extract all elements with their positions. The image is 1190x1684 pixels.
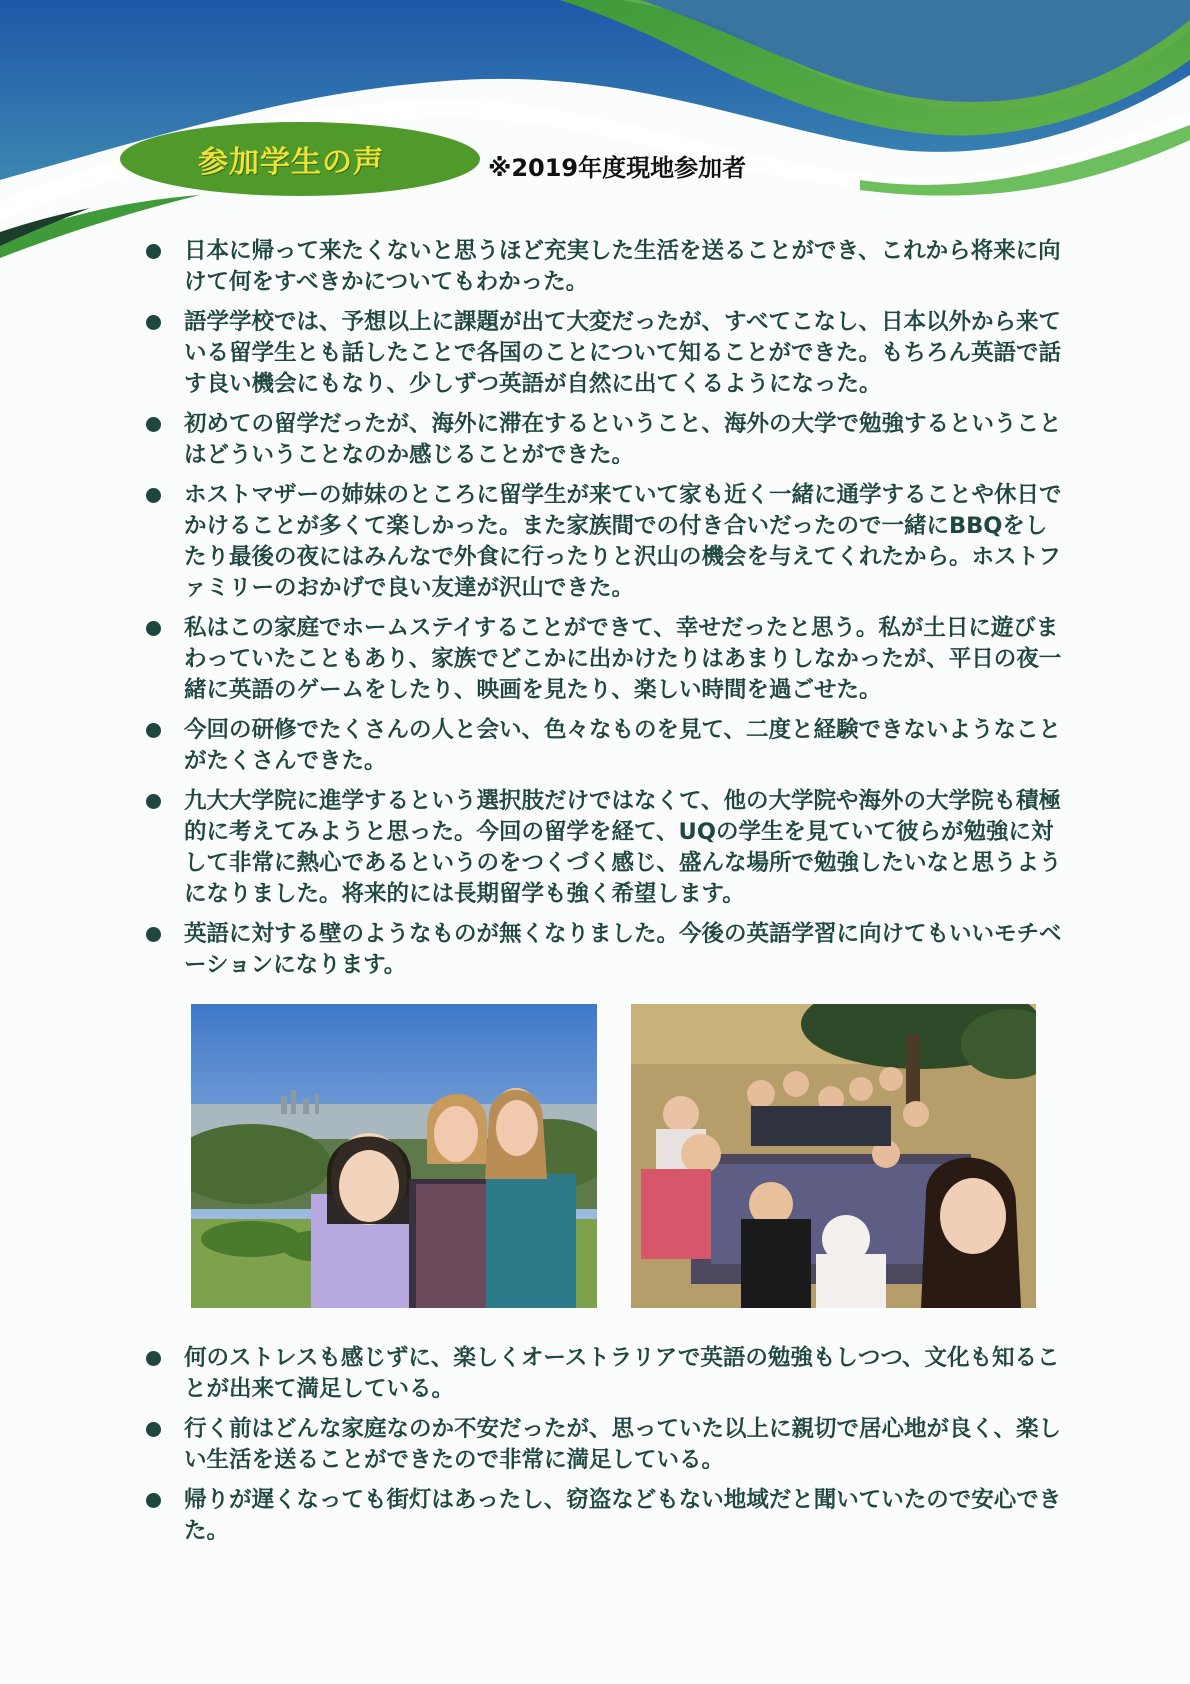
comment-item xyxy=(146,919,1066,981)
comment-item xyxy=(146,715,1066,777)
comment-text: 私はこの家庭でホームステイすることができて、幸せだったと思う。私が土日に遊びまわっていたこともあり、家族でどこかに出かけたりはあまりしなかったが、平日の夜一緒に英語のゲームをしたり、映画を見たり、楽しい時間を過ごせた。 xyxy=(184,615,1062,703)
comment-item xyxy=(146,480,1066,604)
bullet-icon xyxy=(146,621,161,636)
bullet-icon xyxy=(146,723,161,738)
bullet-icon xyxy=(146,794,161,809)
bullet-icon xyxy=(146,488,161,503)
comment-text: 行く前はどんな家庭なのか不安だったが、思っていた以上に親切で居心地が良く、楽しい生活を送ることができたので非常に満足している。 xyxy=(184,1416,1062,1473)
bullet-icon xyxy=(146,417,161,432)
bullet-icon xyxy=(146,244,161,259)
bullet-icon xyxy=(146,927,161,942)
comment-text: 何のストレスも感じずに、楽しくオーストラリアで英語の勉強もしつつ、文化も知ることが出来て満足している。 xyxy=(184,1345,1060,1402)
bullet-icon xyxy=(146,1493,161,1508)
photo-three-women-city-view xyxy=(191,1004,597,1308)
comment-text: 帰りが遅くなっても街灯はあったし、窃盗などもない地域だと聞いていたので安心できた。 xyxy=(184,1487,1062,1544)
comment-item xyxy=(146,1485,1066,1547)
comment-list-bottom xyxy=(146,1343,1066,1556)
comment-text: 英語に対する壁のようなものが無くなりました。今後の英語学習に向けてもいいモチベーションになります。 xyxy=(184,921,1062,978)
bullet-icon xyxy=(146,315,161,330)
comment-item xyxy=(146,1414,1066,1476)
photo-group-picnic xyxy=(631,1004,1036,1308)
bullet-icon xyxy=(146,1422,161,1437)
section-title: 参加学生の声 xyxy=(198,145,384,180)
comment-text: 日本に帰って来たくないと思うほど充実した生活を送ることができ、これから将来に向けて何をすべきかについてもわかった。 xyxy=(184,238,1061,295)
section-title-badge xyxy=(120,122,480,196)
comment-text: ホストマザーの姉妹のところに留学生が来ていて家も近く一緒に通学することや休日でかけることが多くて楽しかった。また家族間での付き合いだったので一緒にBBQをしたり最後の夜にはみんなで外食に行ったりと沢山の機会を与えてくれたから。ホストファミリーのおかげで良い友達が沢山できた。 xyxy=(184,482,1062,601)
comment-item xyxy=(146,307,1066,400)
comment-text: 初めての留学だったが、海外に滞在するということ、海外の大学で勉強するということはどういうことなのか感じることができた。 xyxy=(184,411,1062,468)
bullet-icon xyxy=(146,1351,161,1366)
section-subtitle: ※2019年度現地参加者 xyxy=(488,154,747,182)
comment-item xyxy=(146,409,1066,471)
comment-item xyxy=(146,613,1066,706)
comment-item xyxy=(146,1343,1066,1405)
comment-item xyxy=(146,236,1066,298)
comment-list-top xyxy=(146,236,1066,990)
comment-text: 語学学校では、予想以上に課題が出て大変だったが、すべてこなし、日本以外から来ている留学生とも話したことで各国のことについて知ることができた。もちろん英語で話す良い機会にもなり、少しずつ英語が自然に出てくるようになった。 xyxy=(184,309,1062,397)
comment-item xyxy=(146,786,1066,910)
comment-text: 今回の研修でたくさんの人と会い、色々なものを見て、二度と経験できないようなことがたくさんできた。 xyxy=(184,717,1062,774)
comment-text: 九大大学院に進学するという選択肢だけではなくて、他の大学院や海外の大学院も積極的に考えてみようと思った。今回の留学を経て、UQの学生を見ていて彼らが勉強に対して非常に熱心であるというのをつくづく感じ、盛んな場所で勉強したいなと思うようになりました。将来的には長期留学も強く希望します。 xyxy=(184,788,1062,907)
